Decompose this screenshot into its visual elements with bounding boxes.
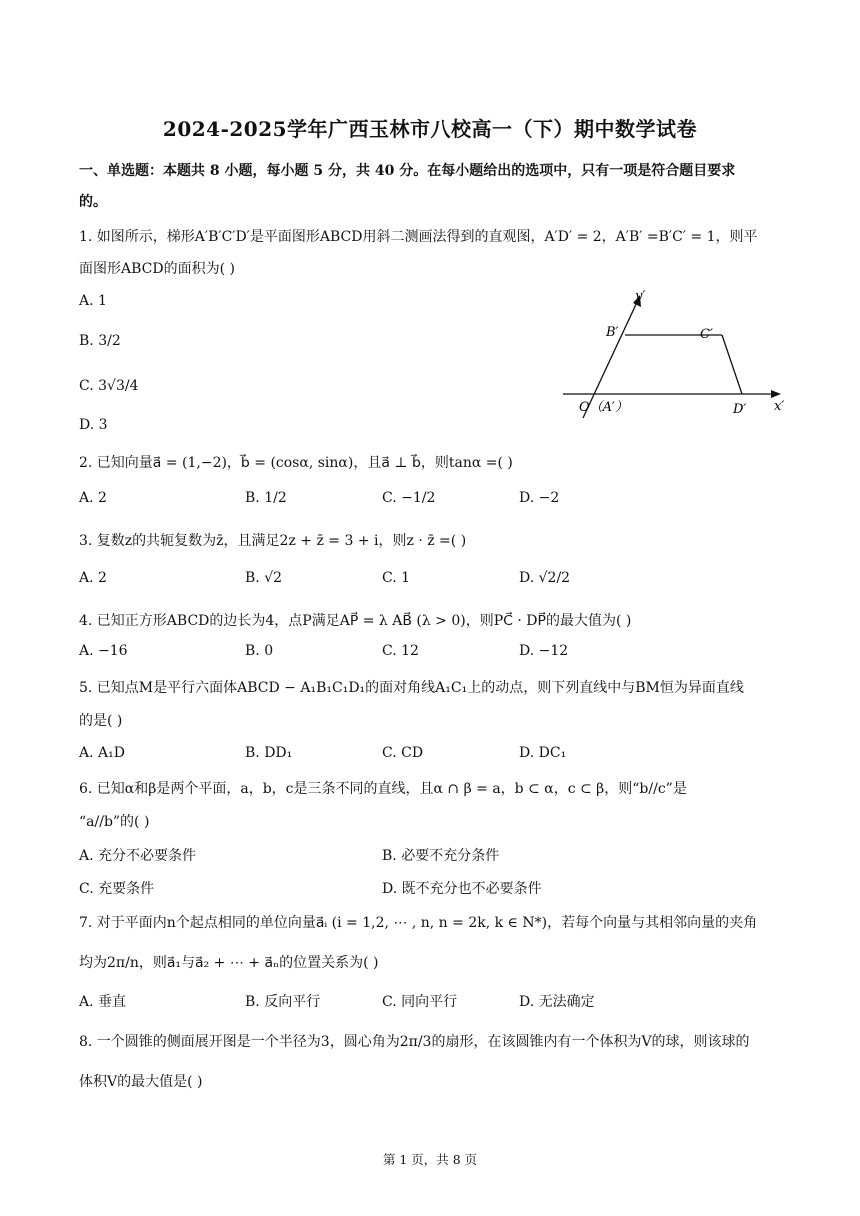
question-4-option-c: C. 12	[382, 643, 419, 659]
question-8-line-1: 8. 一个圆锥的侧面展开图是一个半径为3，圆心角为2π/3的扇形，在该圆锥内有一个体积为V的球，则该球的	[79, 1034, 750, 1050]
trapezoid-figure	[555, 280, 805, 425]
question-3-option-c: C. 1	[382, 570, 411, 586]
question-4-option-d: D. −12	[519, 643, 569, 659]
label-c-prime: C′	[700, 327, 713, 342]
question-6-line-2: “a//b”的( )	[79, 814, 150, 830]
question-5-line-2: 的是( )	[79, 713, 123, 729]
question-1-option-c: C. 3√3/4	[79, 378, 139, 394]
question-6-option-c: C. 充要条件	[79, 881, 155, 897]
question-5-option-a: A. A₁D	[79, 745, 125, 761]
section-header-line2: 的。	[79, 194, 107, 210]
question-7-option-b: B. 反向平行	[245, 994, 321, 1010]
x-axis-arrow-icon	[771, 390, 781, 398]
question-2-option-d: D. −2	[519, 490, 560, 506]
question-2-option-c: C. −1/2	[382, 490, 436, 506]
question-4-line-1: 4. 已知正方形ABCD的边长为4，点P满足AP⃗ = λ AB⃗ (λ > 0)，则PC⃗ · DP⃗的最大值为( )	[79, 613, 632, 629]
question-3-option-a: A. 2	[79, 570, 107, 586]
question-6-option-d: D. 既不充分也不必要条件	[382, 881, 542, 897]
question-2-option-a: A. 2	[79, 490, 107, 506]
label-b-prime: B′	[606, 325, 619, 340]
question-4-option-a: A. −16	[79, 643, 128, 659]
question-7-option-d: D. 无法确定	[519, 994, 595, 1010]
question-1-line-1: 1. 如图所示，梯形A′B′C′D′是平面图形ABCD用斜二测画法得到的直观图，A′D′ = 2，A′B′ =B′C′ = 1，则平	[79, 229, 758, 245]
page-footer: 第 1 页，共 8 页	[382, 1152, 478, 1167]
question-2-line-1: 2. 已知向量a⃗ = (1,−2)，b⃗ = (cosα, sinα)，且a⃗ ⊥ b⃗，则tanα =( )	[79, 455, 513, 471]
label-y-prime: y′	[635, 289, 646, 304]
question-1-option-a: A. 1	[79, 293, 107, 309]
question-7-option-a: A. 垂直	[79, 994, 127, 1010]
label-origin-a-prime: O（A′）	[579, 400, 628, 415]
question-6-option-b: B. 必要不充分条件	[382, 848, 500, 864]
question-1-option-b: B. 3/2	[79, 333, 121, 349]
question-3-option-d: D. √2/2	[519, 570, 571, 586]
question-5-line-1: 5. 已知点M是平行六面体ABCD − A₁B₁C₁D₁的面对角线A₁C₁上的动点，则下列直线中与BM恒为异面直线	[79, 680, 744, 696]
trapezoid-right-edge	[722, 335, 742, 394]
question-6-option-a: A. 充分不必要条件	[79, 848, 197, 864]
question-2-option-b: B. 1/2	[245, 490, 287, 506]
label-d-prime: D′	[733, 402, 747, 417]
question-6-line-1: 6. 已知α和β是两个平面，a，b，c是三条不同的直线，且α ∩ β = a，b ⊂ α，c ⊂ β，则“b//c”是	[79, 781, 687, 797]
question-5-option-c: C. CD	[382, 745, 424, 761]
question-1-line-2: 面图形ABCD的面积为( )	[79, 261, 235, 277]
section-header-line1: 一、单选题：本题共 8 小题，每小题 5 分，共 40 分。在每小题给出的选项中，只有一项是符合题目要求	[79, 163, 736, 179]
question-5-option-b: B. DD₁	[245, 745, 293, 761]
question-1-option-d: D. 3	[79, 417, 108, 433]
question-4-option-b: B. 0	[245, 643, 274, 659]
question-5-option-d: D. DC₁	[519, 745, 567, 761]
page-title: 2024-2025学年广西玉林市八校高一（下）期中数学试卷	[162, 117, 698, 141]
question-7-option-c: C. 同向平行	[382, 994, 458, 1010]
question-7-line-1: 7. 对于平面内n个起点相同的单位向量a⃗ᵢ (i = 1,2, ⋯ , n, n = 2k, k ∈ N*)，若每个向量与其相邻向量的夹角	[79, 915, 758, 931]
question-8-line-2: 体积V的最大值是( )	[79, 1074, 203, 1090]
question-3-option-b: B. √2	[245, 570, 283, 586]
question-7-line-2: 均为2π/n，则a⃗₁与a⃗₂ + ⋯ + a⃗ₙ的位置关系为( )	[79, 955, 379, 971]
label-x-prime: x′	[774, 399, 785, 414]
question-3-line-1: 3. 复数z的共轭复数为z̄，且满足2z + z̄ = 3 + i，则z · z̄ =( )	[79, 533, 467, 549]
